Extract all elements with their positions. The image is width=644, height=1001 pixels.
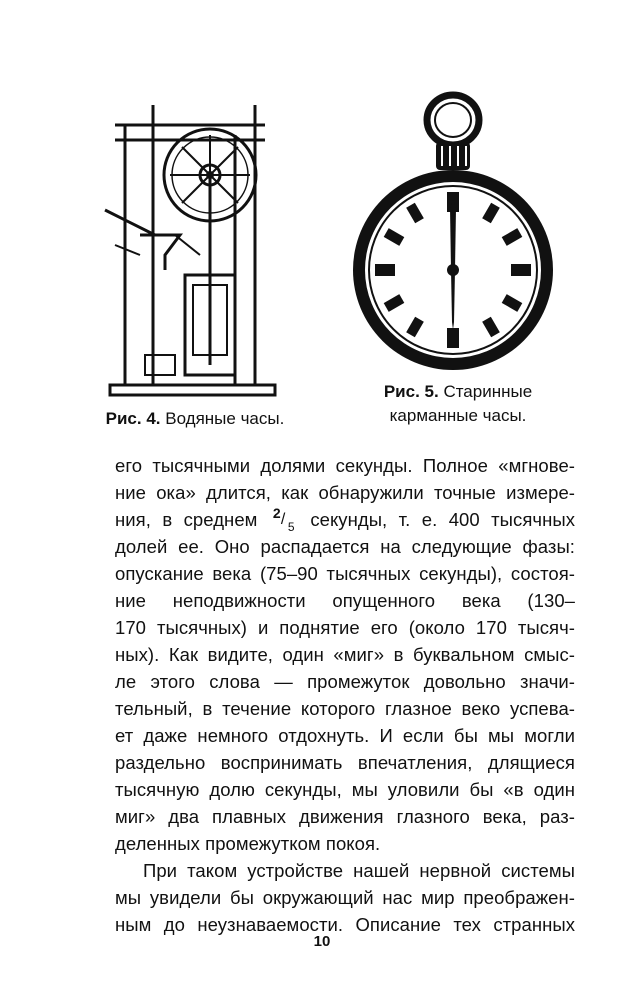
- text-line: ле этого слова — промежуток довольно значи-: [115, 671, 575, 692]
- figure-5-caption: [358, 380, 558, 428]
- text-line: тысячную долю секунды, мы уловили бы «в один: [115, 779, 575, 800]
- text-line: раздельно воспринимать впечатления, длящиеся: [115, 752, 575, 773]
- text-line: мы увидели бы окружающий нас мир преображен-: [115, 887, 575, 908]
- text-line: опускание века (75–90 тысячных секунды), состоя-: [115, 563, 575, 584]
- figure-4-text: Водяные часы.: [165, 409, 285, 428]
- figure-4-label: Рис. 4.: [105, 409, 161, 428]
- text-line: При таком устройстве нашей нервной системы: [143, 860, 575, 881]
- fraction: 2 / 5: [269, 508, 299, 528]
- text-fragment: ния, в среднем: [115, 509, 258, 530]
- page-number: 10: [313, 933, 331, 950]
- figure-4-caption: [100, 407, 290, 431]
- figure-water-clock: [95, 95, 285, 400]
- text-line: долей ее. Оно распадается на следующие фазы:: [115, 536, 575, 557]
- text-line: его тысячными долями секунды. Полное «мгнове-: [115, 455, 575, 476]
- text-line: миг» два плавных движения глазного века, раз-: [115, 806, 575, 827]
- figure-5-text-1: Старинные: [443, 382, 533, 401]
- text-fragment: секунды, т. е. 400 тысячных: [310, 509, 575, 530]
- text-line: ние неподвижности опущенного века (130–: [115, 590, 575, 611]
- text-line: ет даже немного отдохнуть. И если бы мы могли: [115, 725, 575, 746]
- text-line: ние ока» длится, как обнаружили точные измере-: [115, 482, 575, 503]
- text-line: ных). Как видите, один «миг» в буквальном смыс-: [115, 644, 575, 665]
- text-line: тельный, в течение которого глазное веко успева-: [115, 698, 575, 719]
- pocket-watch-illustration: [350, 90, 560, 375]
- text-line: деленных промежутком покоя.: [115, 833, 381, 854]
- figure-5-caption-line1: [358, 380, 558, 404]
- text-line: ным до неузнаваемости. Описание тех странных: [115, 914, 575, 935]
- body-text: [115, 452, 575, 938]
- fraction-denominator: 5: [287, 520, 295, 534]
- water-clock-illustration: [95, 95, 285, 400]
- figure-5-label: Рис. 5.: [383, 382, 439, 401]
- fraction-numerator: 2: [272, 505, 281, 521]
- text-line: 170 тысячных) и поднятие его (около 170 тысяч-: [115, 617, 575, 638]
- figure-pocket-watch: [350, 90, 560, 375]
- text-line-fraction: [115, 506, 575, 533]
- figure-5-text-2: карманные часы.: [389, 406, 527, 425]
